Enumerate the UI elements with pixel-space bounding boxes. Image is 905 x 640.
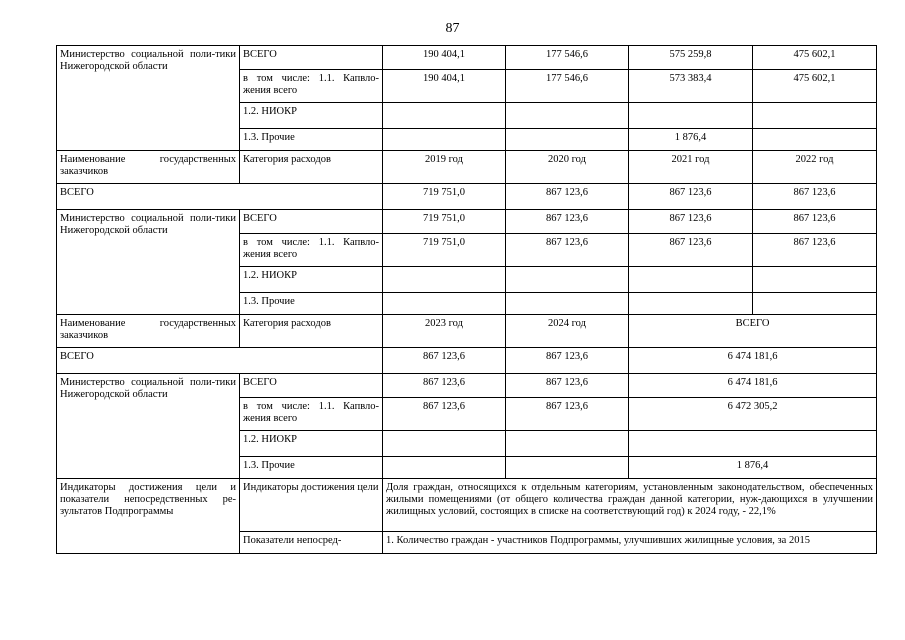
category-cell: в том числе: 1.1. Капвло-жения всего bbox=[240, 70, 383, 103]
value-cell: 867 123,6 bbox=[506, 234, 629, 267]
category-cell: в том числе: 1.1. Капвло-жения всего bbox=[240, 398, 383, 431]
value-cell: 719 751,0 bbox=[383, 210, 506, 234]
results-label: Показатели непосред- bbox=[240, 532, 383, 554]
value-cell: 867 123,6 bbox=[506, 210, 629, 234]
category-cell: 1.3. Прочие bbox=[240, 293, 383, 315]
category-cell: ВСЕГО bbox=[240, 210, 383, 234]
value-cell bbox=[506, 431, 629, 457]
total-row bbox=[57, 184, 877, 210]
value-cell: 867 123,6 bbox=[383, 398, 506, 431]
year-header: 2024 год bbox=[506, 315, 629, 348]
category-header: Категория расходов bbox=[240, 315, 383, 348]
header-row bbox=[57, 151, 877, 184]
results-text: 1. Количество граждан - участников Подпрограммы, улучшивших жилищные условия, за 2015 bbox=[383, 532, 877, 554]
category-cell: 1.3. Прочие bbox=[240, 129, 383, 151]
total-header: ВСЕГО bbox=[629, 315, 877, 348]
value-cell bbox=[753, 129, 877, 151]
year-header: 2020 год bbox=[506, 151, 629, 184]
value-cell bbox=[383, 457, 506, 479]
total-label: ВСЕГО bbox=[57, 348, 383, 374]
value-cell: 867 123,6 bbox=[506, 184, 629, 210]
category-cell: в том числе: 1.1. Капвло-жения всего bbox=[240, 234, 383, 267]
category-cell: 1.3. Прочие bbox=[240, 457, 383, 479]
value-cell: 719 751,0 bbox=[383, 184, 506, 210]
value-cell: 867 123,6 bbox=[383, 348, 506, 374]
year-header: 2023 год bbox=[383, 315, 506, 348]
value-cell: 177 546,6 bbox=[506, 70, 629, 103]
value-cell: 867 123,6 bbox=[629, 234, 753, 267]
value-cell bbox=[383, 431, 506, 457]
category-cell: ВСЕГО bbox=[240, 374, 383, 398]
total-row bbox=[57, 348, 877, 374]
value-cell bbox=[506, 457, 629, 479]
value-cell bbox=[753, 293, 877, 315]
value-cell: 867 123,6 bbox=[753, 210, 877, 234]
value-cell bbox=[506, 267, 629, 293]
year-header: 2022 год bbox=[753, 151, 877, 184]
value-cell bbox=[629, 293, 753, 315]
page-number: 87 bbox=[445, 21, 460, 36]
customer-cell: Министерство социальной поли-тики Нижегородской области bbox=[57, 210, 240, 315]
value-cell: 6 472 305,2 bbox=[629, 398, 877, 431]
value-cell: 867 123,6 bbox=[753, 184, 877, 210]
value-cell: 867 123,6 bbox=[383, 374, 506, 398]
category-cell: 1.2. НИОКР bbox=[240, 267, 383, 293]
value-cell bbox=[753, 103, 877, 129]
value-cell: 1 876,4 bbox=[629, 129, 753, 151]
value-cell: 867 123,6 bbox=[753, 234, 877, 267]
value-cell bbox=[629, 103, 753, 129]
value-cell: 575 259,8 bbox=[629, 46, 753, 70]
value-cell: 867 123,6 bbox=[506, 348, 629, 374]
indicators-label: Индикаторы достижения цели и показатели непосредственных ре-зультатов Подпрограммы bbox=[57, 479, 240, 554]
goal-text: Доля граждан, относящихся к отдельным категориям, установленным законодательством, обеспеченных жилыми помещениями (от общего количества граждан данной категории, нуж-дающихся в улучшении жилищных условий, состоящих в списке на соответствующий год) к 2024 году, - 22,1% bbox=[383, 479, 877, 532]
value-cell: 719 751,0 bbox=[383, 234, 506, 267]
value-cell bbox=[383, 267, 506, 293]
value-cell: 867 123,6 bbox=[506, 374, 629, 398]
budget-table bbox=[56, 45, 877, 554]
value-cell bbox=[506, 129, 629, 151]
value-cell: 190 404,1 bbox=[383, 70, 506, 103]
header-row bbox=[57, 315, 877, 348]
value-cell bbox=[629, 431, 877, 457]
value-cell: 867 123,6 bbox=[629, 210, 753, 234]
value-cell: 867 123,6 bbox=[629, 184, 753, 210]
category-cell: ВСЕГО bbox=[240, 46, 383, 70]
value-cell: 573 383,4 bbox=[629, 70, 753, 103]
value-cell: 867 123,6 bbox=[506, 398, 629, 431]
category-header: Категория расходов bbox=[240, 151, 383, 184]
customer-header: Наименование государственных заказчиков bbox=[57, 315, 240, 348]
table-row bbox=[57, 374, 877, 398]
table-row bbox=[57, 210, 877, 234]
value-cell bbox=[383, 293, 506, 315]
value-cell: 475 602,1 bbox=[753, 70, 877, 103]
goal-label: Индикаторы достижения цели bbox=[240, 479, 383, 532]
value-cell bbox=[753, 267, 877, 293]
table-row bbox=[57, 46, 877, 70]
customer-cell: Министерство социальной поли-тики Нижегородской области bbox=[57, 374, 240, 479]
value-cell bbox=[506, 293, 629, 315]
year-header: 2019 год bbox=[383, 151, 506, 184]
value-cell: 6 474 181,6 bbox=[629, 374, 877, 398]
customer-cell: Министерство социальной поли-тики Нижегородской области bbox=[57, 46, 240, 151]
total-label: ВСЕГО bbox=[57, 184, 383, 210]
value-cell bbox=[629, 267, 753, 293]
value-cell: 1 876,4 bbox=[629, 457, 877, 479]
value-cell bbox=[383, 103, 506, 129]
category-cell: 1.2. НИОКР bbox=[240, 103, 383, 129]
indicators-row bbox=[57, 479, 877, 532]
category-cell: 1.2. НИОКР bbox=[240, 431, 383, 457]
customer-header: Наименование государственных заказчиков bbox=[57, 151, 240, 184]
year-header: 2021 год bbox=[629, 151, 753, 184]
value-cell: 177 546,6 bbox=[506, 46, 629, 70]
value-cell bbox=[383, 129, 506, 151]
value-cell bbox=[506, 103, 629, 129]
value-cell: 6 474 181,6 bbox=[629, 348, 877, 374]
value-cell: 475 602,1 bbox=[753, 46, 877, 70]
value-cell: 190 404,1 bbox=[383, 46, 506, 70]
